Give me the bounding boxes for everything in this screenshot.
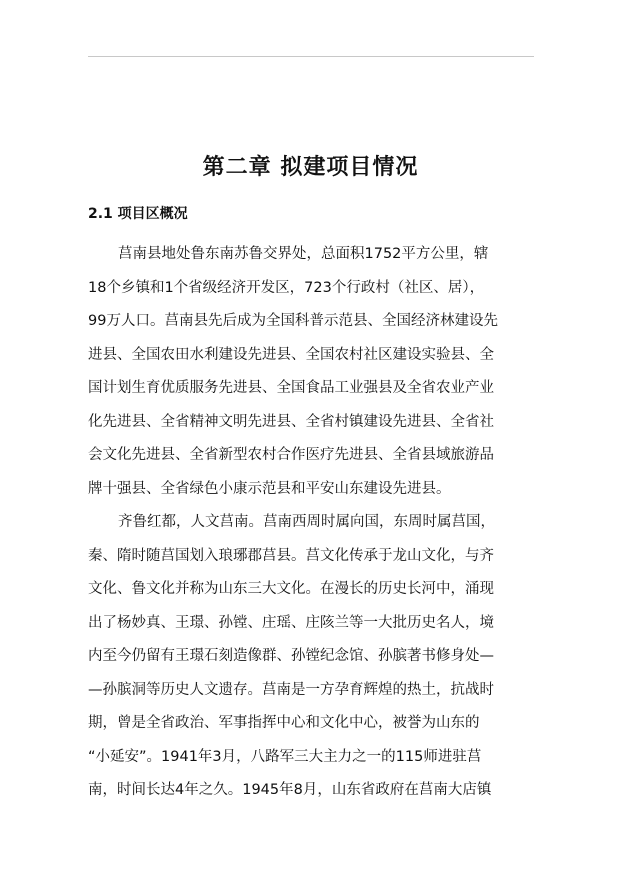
text-line: 化先进县、全省精神文明先进县、全省村镇建设先进县、全省社 <box>88 413 494 430</box>
text-line: 99万人口。莒南县先后成为全国科普示范县、全国经济林建设先 <box>88 313 498 329</box>
text-line: 莒南县地处鲁东南苏鲁交界处，总面积1752平方公里，辖 <box>118 246 489 262</box>
text-line: 文化、鲁文化并称为山东三大文化。在漫长的历史长河中，涌现 <box>88 581 494 597</box>
text-line: 进县、全国农田水利建设先进县、全国农村社区建设实验县、全 <box>88 346 494 363</box>
text-line: 内至今仍留有王璟石刻造像群、孙镗纪念馆、孙膑著书修身处— <box>88 648 494 664</box>
text-line: 齐鲁红都，人文莒南。莒南西周时属向国，东周时属莒国， <box>118 514 495 530</box>
text-line: 18个乡镇和1个省级经济开发区，723个行政村（社区、居）， <box>88 279 485 296</box>
text-line: 秦、隋时随莒国划入琅琊郡莒县。莒文化传承于龙山文化，与齐 <box>88 547 494 564</box>
header-rule <box>88 56 534 57</box>
text-line: 国计划生育优质服务先进县、全国食品工业强县及全省农业产业 <box>88 380 494 396</box>
text-line: 出了杨妙真、王璟、孙镗、庄瑶、庄陔兰等一大批历史名人，境 <box>88 614 494 631</box>
chapter-title: 第二章 拟建项目情况 <box>202 155 419 180</box>
text-line: 牌十强县、全省绿色小康示范县和平安山东建设先进县。 <box>88 480 451 497</box>
text-line: 期，曾是全省政治、军事指挥中心和文化中心，被誉为山东的 <box>88 715 480 731</box>
text-line: 会文化先进县、全省新型农村合作医疗先进县、全省县域旅游品 <box>88 447 494 463</box>
body-text <box>88 238 536 808</box>
text-line: “小延安”。1941年3月，八路军三大主力之一的115师进驻莒 <box>88 748 482 765</box>
text-line: —孙膑洞等历史人文遗存。莒南是一方孕育辉煌的热土，抗战时 <box>88 681 494 698</box>
text-line: 南，时间长达4年之久。1945年8月，山东省政府在莒南大店镇 <box>88 782 492 798</box>
section-title: 2.1 项目区概况 <box>88 206 188 222</box>
